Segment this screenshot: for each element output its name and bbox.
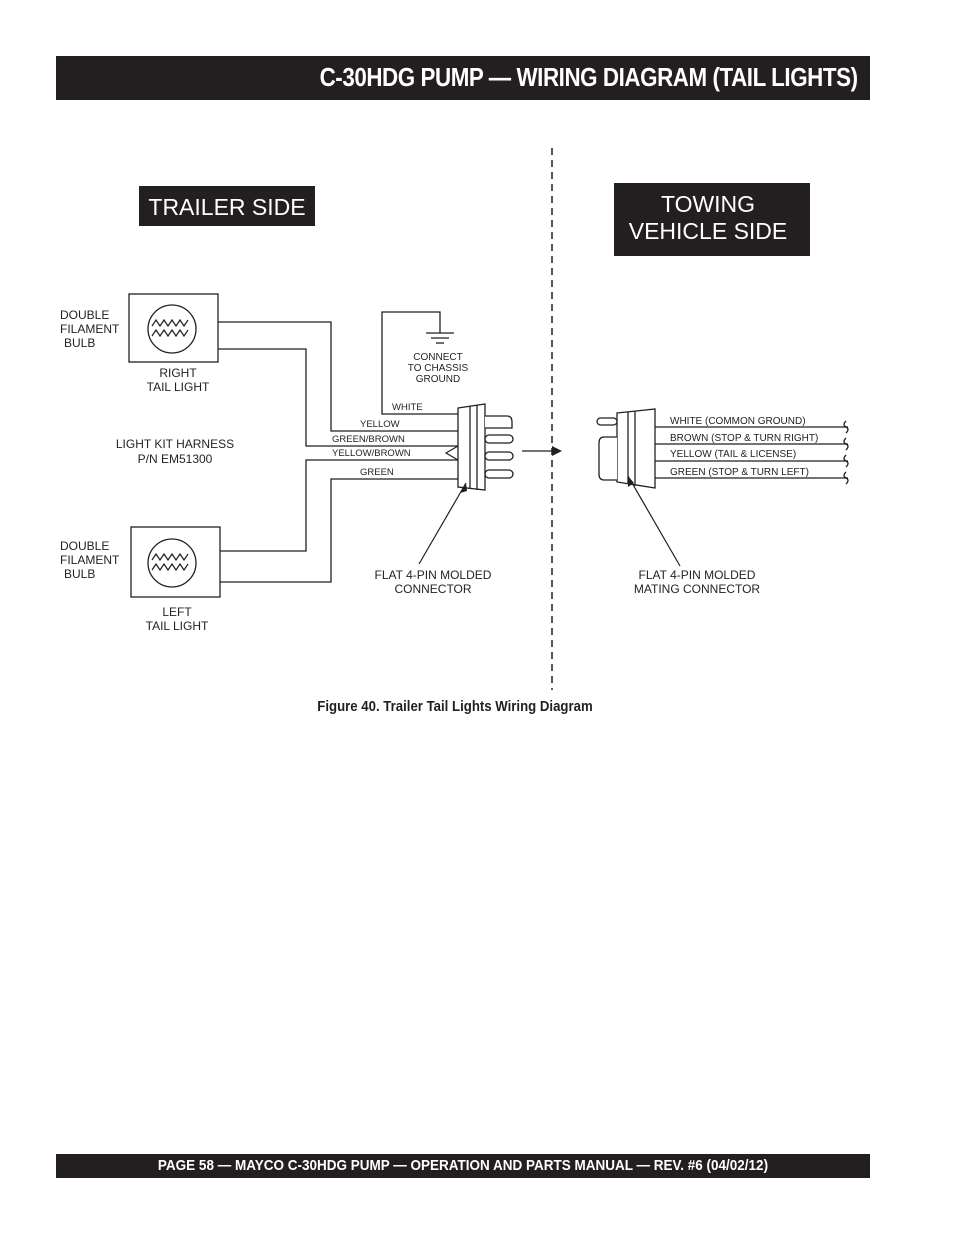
left-tail-light-label-2: TAIL LIGHT [145, 619, 209, 633]
vehicle-wire-label-green: GREEN (STOP & TURN LEFT) [670, 467, 809, 478]
mating-connector-label-1: FLAT 4-PIN MOLDED [638, 568, 756, 582]
ground-label-3: GROUND [415, 374, 461, 385]
connector-label-2: CONNECTOR [394, 582, 472, 596]
ground-label-1: CONNECT [413, 352, 463, 363]
ground-label-2: TO CHASSIS [407, 363, 469, 374]
figure-caption: Figure 40. Trailer Tail Lights Wiring Diagram [317, 698, 593, 715]
left-bulb-label-2: FILAMENT [60, 553, 120, 567]
trailer-side-label: TRAILER SIDE [148, 194, 306, 220]
connection-arrowhead [552, 446, 562, 456]
towing-side-label-line1: TOWING [660, 191, 756, 217]
left-bulb-label-1: DOUBLE [60, 539, 110, 553]
connector-pointer [419, 483, 466, 564]
footer-text: PAGE 58 — MAYCO C-30HDG PUMP — OPERATION AND PARTS MANUAL — REV. #6 (04/02/12) [157, 1157, 769, 1174]
right-bulb-label-3: BULB [64, 336, 96, 350]
trailer-connector [458, 404, 513, 490]
wire-label-white: WHITE [392, 402, 423, 413]
left-bulb-label-3: BULB [64, 567, 96, 581]
wire-label-yellow-brown: YELLOW/BROWN [332, 448, 411, 459]
wire-label-green-brown: GREEN/BROWN [332, 434, 405, 445]
mating-connector [597, 409, 655, 488]
vehicle-wire-label-yellow: YELLOW (TAIL & LICENSE) [670, 449, 797, 460]
page-title: C-30HDG PUMP — WIRING DIAGRAM (TAIL LIGHTS) [319, 62, 858, 92]
wire-label-green: GREEN [360, 467, 394, 478]
right-tail-light-box [129, 294, 218, 362]
right-tail-light-label-2: TAIL LIGHT [146, 380, 210, 394]
harness-label-2: P/N EM51300 [137, 452, 213, 466]
harness-wedge [446, 446, 458, 460]
right-bulb-label-2: FILAMENT [60, 322, 120, 336]
right-tail-light-label-1: RIGHT [159, 366, 197, 380]
mating-connector-pointer [628, 476, 680, 566]
towing-side-label-line2: VEHICLE SIDE [628, 218, 788, 244]
left-light-wires [220, 460, 458, 582]
footer-bar [56, 1154, 870, 1178]
vehicle-wire-label-white: WHITE (COMMON GROUND) [670, 416, 806, 427]
harness-label-1: LIGHT KIT HARNESS [115, 437, 235, 451]
mating-connector-label-2: MATING CONNECTOR [633, 582, 761, 596]
wire-label-yellow: YELLOW [360, 419, 400, 430]
left-tail-light-label-1: LEFT [162, 605, 192, 619]
vehicle-wire-label-brown: BROWN (STOP & TURN RIGHT) [670, 433, 819, 444]
right-bulb-label-1: DOUBLE [60, 308, 110, 322]
connector-label-1: FLAT 4-PIN MOLDED [374, 568, 492, 582]
